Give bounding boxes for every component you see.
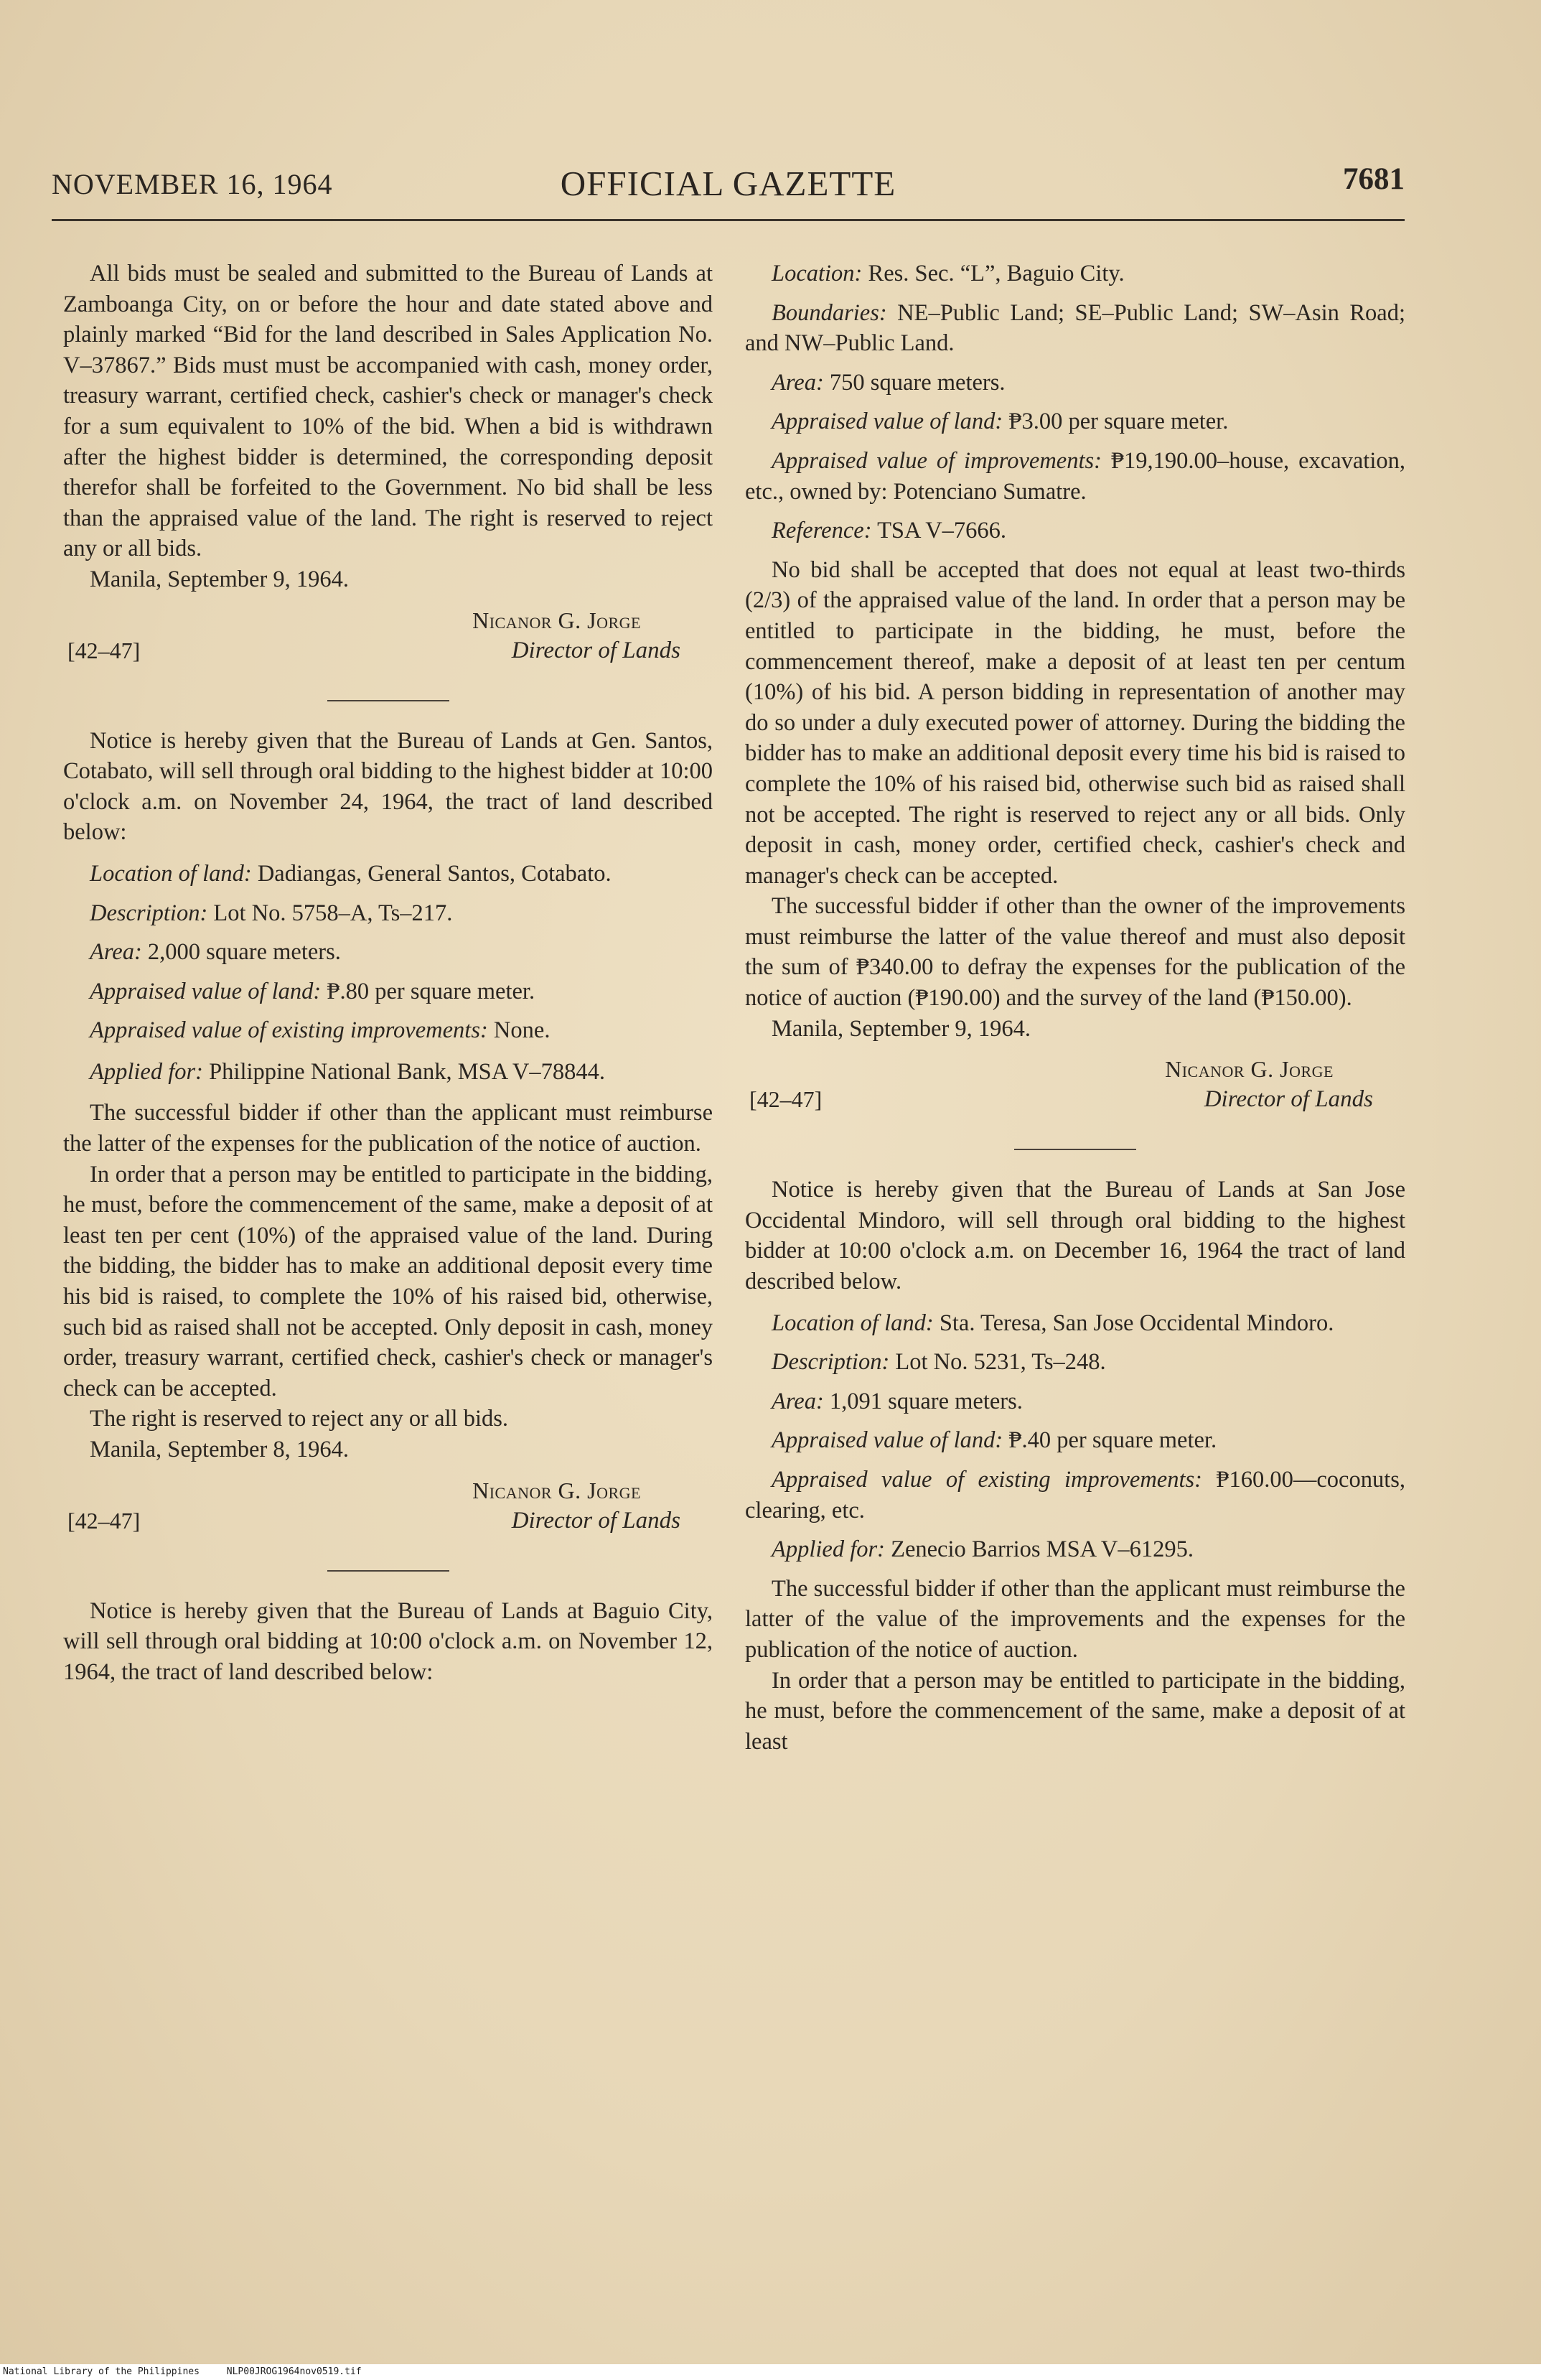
issue-reference: [42–47] <box>67 637 141 663</box>
appraised-land-label: Appraised value of land: <box>772 409 1003 435</box>
location-line <box>63 859 713 890</box>
date-line: Manila, September 9, 1964. <box>90 566 350 592</box>
signature-block <box>63 1475 713 1547</box>
location-label: Location of land: <box>772 1310 934 1336</box>
location-label: Location: <box>772 261 863 286</box>
area-line <box>745 1386 1405 1417</box>
appraised-land-line <box>63 976 713 1007</box>
header-date: NOVEMBER 16, 1964 <box>52 168 333 200</box>
area-value: 2,000 square meters. <box>141 939 341 966</box>
area-label: Area: <box>772 1388 824 1414</box>
issue-reference: [42–47] <box>67 1507 141 1534</box>
location-line <box>745 1308 1405 1339</box>
applied-for-label: Applied for: <box>90 1058 203 1085</box>
appraised-land-label: Appraised value of land: <box>90 978 322 1004</box>
section-divider <box>327 700 449 701</box>
appraised-improvements-label: Appraised value of improvements: <box>772 447 1102 474</box>
no-bid-paragraph: No bid shall be accepted that does not equal at least two-thirds (2/3) of the appraised value of the land. In order that a person may be entitled to participate in the bidding, he must, before the commencement thereof, make a deposit of at least ten per centum (10%) of his bid. A person bidding in representation of another may do so under a duly executed power of attorney. During the bidding the bidder has to make an additional deposit every time his bid is raised to complete the 10% of his raised bid, otherwise such bid as raised shall not be accepted. The right is reserved to reject any or all bids. Only deposit in cash, money order, certified check, cashier's check and manager's check can be accepted. <box>745 556 1405 889</box>
signatory-name: Nicanor G. Jorge <box>472 1477 641 1503</box>
right-column <box>745 258 1405 1757</box>
appraised-land-line <box>745 406 1405 437</box>
appraised-improvements-value: ₱160.00—coconuts, clearing, etc. <box>745 1467 1405 1523</box>
appraised-improvements-value: ₱19,190.00–house, excavation, etc., owned by: Potenciano Sumatre. <box>745 447 1405 505</box>
applied-for-value: Zenecio Barrios MSA V–61295. <box>884 1536 1194 1563</box>
reference-line <box>745 515 1405 546</box>
notice-paragraph: Notice is hereby given that the Bureau of Lands at San Jose Occidental Mindoro, will sell through oral bidding to the highest bidder at 10:00 o'clock a.m. on December 16, 1964 the tract of land described below. <box>745 1177 1405 1295</box>
appraised-improvements-label: Appraised value of existing improvements: <box>90 1017 488 1044</box>
area-value: 1,091 square meters. <box>823 1388 1023 1414</box>
area-line <box>745 368 1405 398</box>
signatory-title: Director of Lands <box>511 1507 680 1534</box>
location-value: Res. Sec. “L”, Baguio City. <box>862 261 1125 286</box>
signatory-name: Nicanor G. Jorge <box>472 607 641 633</box>
location-label: Location of land: <box>90 860 252 887</box>
section-divider <box>1014 1149 1136 1150</box>
area-value: 750 square meters. <box>823 369 1006 396</box>
reimburse-paragraph: The successful bidder if other than the applicant must reimburse the latter of the expenses for the publication of the notice of auction. <box>63 1100 713 1157</box>
signatory-name: Nicanor G. Jorge <box>1165 1056 1334 1083</box>
appraised-land-label: Appraised value of land: <box>772 1427 1003 1454</box>
footer-filename: NLP00JROG1964nov0519.tif <box>226 2366 362 2377</box>
applied-for-value: Philippine National Bank, MSA V–78844. <box>202 1058 606 1085</box>
appraised-land-value: ₱.40 per square meter. <box>1003 1427 1217 1454</box>
applied-for-label: Applied for: <box>772 1536 885 1563</box>
scan-footer <box>0 2364 1541 2380</box>
description-label: Description: <box>90 900 208 926</box>
signatory-title: Director of Lands <box>1204 1086 1373 1113</box>
appraised-land-value: ₱3.00 per square meter. <box>1003 409 1229 435</box>
page-header <box>52 162 1405 212</box>
description-line <box>63 898 713 929</box>
right-reserved-paragraph: The right is reserved to reject any or all bids. <box>90 1406 509 1432</box>
applied-for-line <box>745 1534 1405 1565</box>
location-line <box>745 258 1405 289</box>
signatory-title: Director of Lands <box>511 637 680 663</box>
deposit-paragraph: In order that a person may be entitled to participate in the bidding, he must, before the commencement of the same, make a deposit of at least <box>745 1667 1405 1755</box>
applied-for-line <box>63 1057 713 1088</box>
appraised-improvements-label: Appraised value of existing improvements: <box>772 1467 1202 1493</box>
reference-label: Reference: <box>772 518 872 544</box>
description-label: Description: <box>772 1349 890 1376</box>
appraised-improvements-line <box>745 446 1405 507</box>
location-value: Sta. Teresa, San Jose Occidental Mindoro. <box>933 1310 1334 1336</box>
appraised-improvements-line <box>745 1465 1405 1526</box>
reimburse-paragraph: The successful bidder if other than the applicant must reimburse the latter of the value of the improvements and the expenses for the publication of the notice of auction. <box>745 1575 1405 1663</box>
area-label: Area: <box>90 939 142 966</box>
boundaries-value: NE–Public Land; SE–Public Land; SW–Asin Road; and NW–Public Land. <box>745 299 1405 357</box>
notice-paragraph: Notice is hereby given that the Bureau of Lands at Baguio City, will sell through oral bidding at 10:00 o'clock a.m. on November 12, 1964, the tract of land described below: <box>63 1597 713 1685</box>
description-value: Lot No. 5758–A, Ts–217. <box>207 900 453 926</box>
description-line <box>745 1347 1405 1378</box>
notice-paragraph: Notice is hereby given that the Bureau of Lands at Gen. Santos, Cotabato, will sell through oral bidding to the highest bidder at 10:00 o'clock a.m. on November 24, 1964, the tract of land described below: <box>63 727 713 846</box>
appraised-improvements-value: None. <box>487 1017 551 1044</box>
boundaries-label: Boundaries: <box>772 299 887 326</box>
appraised-land-value: ₱.80 per square meter. <box>321 978 535 1004</box>
issue-reference: [42–47] <box>749 1086 823 1113</box>
left-column <box>63 258 713 1687</box>
boundaries-line <box>745 298 1405 359</box>
appraised-land-line <box>745 1425 1405 1456</box>
header-page-number: 7681 <box>1343 162 1405 196</box>
signature-block <box>745 1054 1405 1126</box>
deposit-paragraph: In order that a person may be entitled to participate in the bidding, he must, before the commencement of the same, make a deposit of at least ten per cent (10%) of the appraised value of the land. During the bidding, the bidder has to make an additional deposit every time his bid is raised, to complete the 10% of his raised bid, otherwise, such bid as raised shall not be accepted. Only deposit in cash, money order, treasury warrant, certified check, cashier's check or manager's check can be accepted. <box>63 1161 713 1401</box>
area-line <box>63 937 713 968</box>
location-value: Dadiangas, General Santos, Cotabato. <box>251 860 612 887</box>
header-title: OFFICIAL GAZETTE <box>560 164 896 203</box>
date-line: Manila, September 8, 1964. <box>90 1437 350 1462</box>
signature-block <box>63 605 713 677</box>
footer-library: National Library of the Philippines <box>3 2366 200 2377</box>
area-label: Area: <box>772 369 824 396</box>
reference-value: TSA V–7666. <box>871 518 1007 544</box>
header-rule <box>52 219 1405 221</box>
bid-paragraph: All bids must be sealed and submitted to the Bureau of Lands at Zamboanga City, on or before the hour and date stated above and plainly marked “Bid for the land described in Sales Application No. V–37867.” Bids must must be accompanied with cash, money order, treasury warrant, certified check, cashier's check or manager's check for a sum equivalent to 10% of the bid. When a bid is withdrawn after the highest bidder is determined, the corresponding deposit therefor shall be forfeited to the Government. No bid shall be less than the appraised value of the land. The right is reserved to reject any or all bids. <box>63 261 713 562</box>
section-divider <box>327 1570 449 1572</box>
appraised-improvements-line <box>63 1015 713 1046</box>
date-line: Manila, September 9, 1964. <box>772 1015 1031 1042</box>
description-value: Lot No. 5231, Ts–248. <box>889 1349 1106 1376</box>
successful-bidder-paragraph: The successful bidder if other than the owner of the improvements must reimburse the latter of the value thereof and must also deposit the sum of ₱340.00 to defray the expenses for the publication of the notice of auction (₱190.00) and the survey of the land (₱150.00). <box>745 893 1405 1012</box>
